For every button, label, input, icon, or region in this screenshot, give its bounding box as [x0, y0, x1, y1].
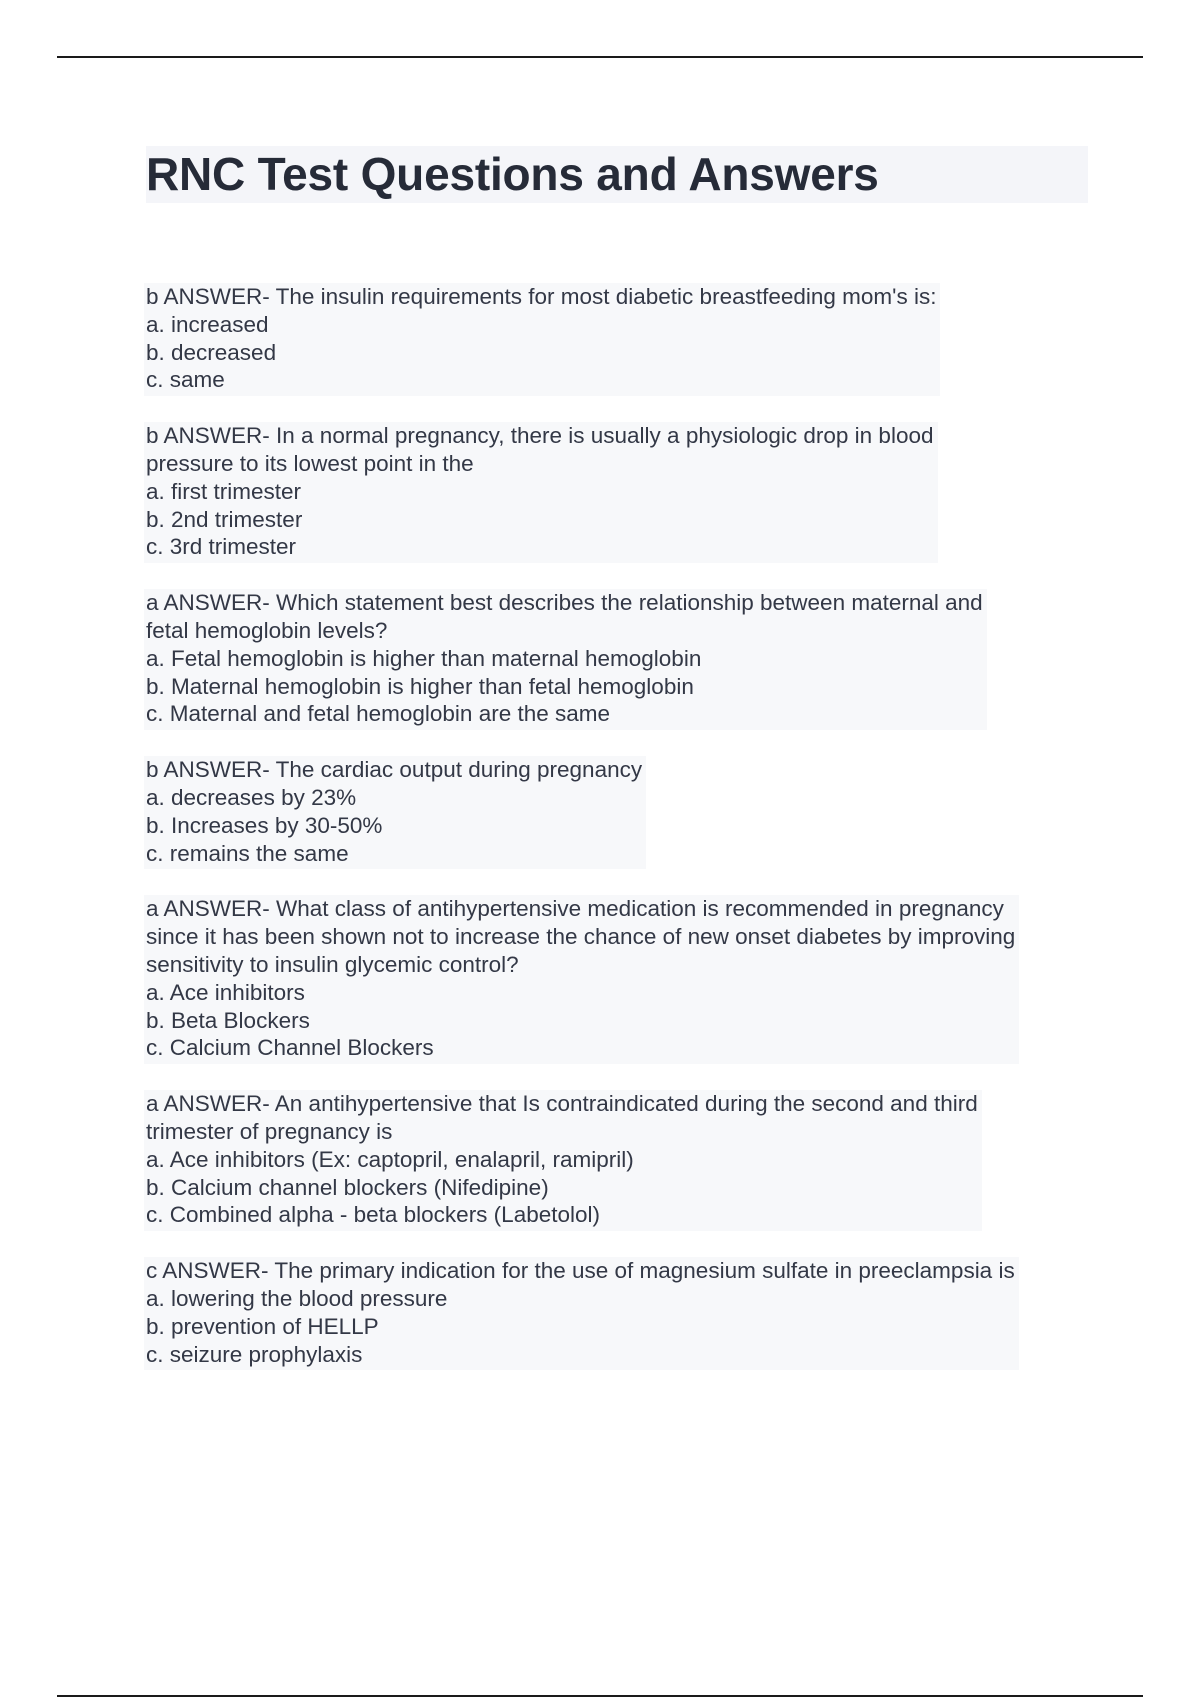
question-prompt: trimester of pregnancy is: [146, 1118, 393, 1144]
answer-option: a. increased: [146, 311, 269, 337]
question-prompt: b ANSWER- The insulin requirements for most diabetic breastfeeding mom's is:: [146, 284, 937, 309]
answer-option: a. lowering the blood pressure: [146, 1285, 448, 1311]
question-prompt: sensitivity to insulin glycemic control?: [146, 951, 519, 977]
page-title: RNC Test Questions and Answers: [146, 148, 879, 200]
answer-option: b. 2nd trimester: [146, 506, 303, 532]
question-item: [144, 895, 1019, 1064]
question-prompt: a ANSWER- An antihypertensive that Is contraindicated during the second and third: [146, 1091, 978, 1117]
answer-option: c. 3rd trimester: [146, 534, 297, 560]
question-prompt: b ANSWER- The cardiac output during pregnancy: [146, 757, 643, 783]
answer-option: c. Combined alpha - beta blockers (Labetolol): [146, 1202, 600, 1228]
question-item: [144, 756, 646, 869]
question-item: [144, 1257, 1019, 1370]
question-block: [144, 756, 1094, 895]
question-item: [144, 1090, 982, 1231]
answer-option: c. remains the same: [146, 840, 349, 866]
question-item: [144, 589, 987, 730]
question-prompt: pressure to its lowest point in the: [146, 450, 474, 476]
question-prompt: fetal hemoglobin levels?: [146, 617, 388, 643]
answer-option: b. Increases by 30-50%: [146, 812, 383, 838]
answer-option: c. Calcium Channel Blockers: [146, 1035, 434, 1061]
question-block: [144, 589, 1094, 756]
question-prompt: b ANSWER- In a normal pregnancy, there is usually a physiologic drop in blood: [146, 423, 934, 449]
answer-option: a. Ace inhibitors: [146, 979, 305, 1005]
question-prompt: a ANSWER- Which statement best describes the relationship between maternal and: [146, 590, 983, 616]
question-block: [144, 422, 1094, 589]
answer-option: c. seizure prophylaxis: [146, 1341, 363, 1367]
answer-option: b. Calcium channel blockers (Nifedipine): [146, 1174, 549, 1200]
question-item: [144, 283, 940, 396]
answer-option: c. same: [146, 367, 225, 393]
answer-option: a. Ace inhibitors (Ex: captopril, enalapril, ramipril): [146, 1146, 634, 1172]
question-block: [144, 1090, 1094, 1257]
question-block: [144, 1257, 1094, 1396]
answer-option: a. decreases by 23%: [146, 784, 357, 810]
footer-rule: [57, 1695, 1143, 1697]
question-item: [144, 422, 938, 563]
question-block: [144, 283, 1094, 422]
question-list: [144, 283, 1094, 1396]
answer-option: b. Maternal hemoglobin is higher than fetal hemoglobin: [146, 673, 694, 699]
header-rule: [57, 56, 1143, 58]
question-prompt: c ANSWER- The primary indication for the use of magnesium sulfate in preeclampsia is: [146, 1258, 1015, 1284]
answer-option: c. Maternal and fetal hemoglobin are the same: [146, 701, 611, 727]
question-prompt: a ANSWER- What class of antihypertensive medication is recommended in pregnancy: [146, 896, 1004, 922]
answer-option: b. prevention of HELLP: [146, 1313, 379, 1339]
question-prompt: since it has been shown not to increase the chance of new onset diabetes by improving: [146, 924, 1016, 950]
answer-option: a. Fetal hemoglobin is higher than maternal hemoglobin: [146, 645, 702, 671]
answer-option: b. decreased: [146, 339, 277, 365]
answer-option: b. Beta Blockers: [146, 1007, 310, 1033]
answer-option: a. first trimester: [146, 478, 302, 504]
question-block: [144, 895, 1094, 1090]
